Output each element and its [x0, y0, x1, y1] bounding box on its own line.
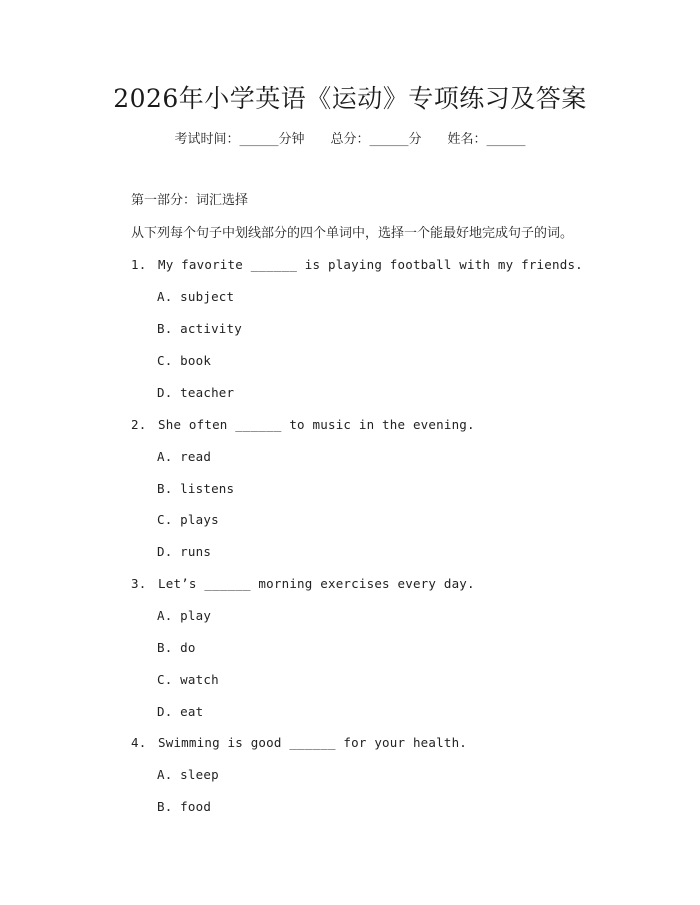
name-label: 姓名：______ — [447, 132, 526, 147]
option-4b: B. food — [157, 799, 212, 814]
question-text: My favorite ______ is playing football with my friends. — [158, 257, 583, 272]
question-1 — [131, 256, 583, 274]
option-3d: D. eat — [157, 704, 204, 719]
option-2d: D. runs — [157, 544, 212, 559]
option-2b: B. listens — [157, 481, 235, 496]
option-2a: A. read — [157, 449, 212, 464]
option-3b: B. do — [157, 640, 196, 655]
question-text: Let’s ______ morning exercises every day. — [158, 576, 475, 591]
section-instruction: 从下列每个句子中划线部分的四个单词中，选择一个能最好地完成句子的词。 — [131, 226, 574, 241]
option-1a: A. subject — [157, 289, 235, 304]
option-4a: A. sleep — [157, 767, 219, 782]
total-score-label: 总分：______分 — [330, 132, 422, 147]
question-number: 1. — [131, 257, 147, 272]
question-number: 3. — [131, 576, 147, 591]
question-number: 4. — [131, 735, 147, 750]
option-1b: B. activity — [157, 321, 242, 336]
option-3c: C. watch — [157, 672, 219, 687]
question-number: 2. — [131, 417, 147, 432]
page-title: 2026年小学英语《运动》专项练习及答案 — [113, 84, 587, 113]
option-1d: D. teacher — [157, 385, 235, 400]
option-3a: A. play — [157, 608, 212, 623]
option-1c: C. book — [157, 353, 212, 368]
question-2 — [131, 416, 475, 434]
question-text: Swimming is good ______ for your health. — [158, 735, 468, 750]
option-2c: C. plays — [157, 512, 219, 527]
section-title: 第一部分：词汇选择 — [131, 193, 249, 208]
question-3 — [131, 575, 475, 593]
question-4 — [131, 734, 467, 752]
question-text: She often ______ to music in the evening. — [158, 417, 475, 432]
exam-time-label: 考试时间：______分钟 — [174, 132, 305, 147]
